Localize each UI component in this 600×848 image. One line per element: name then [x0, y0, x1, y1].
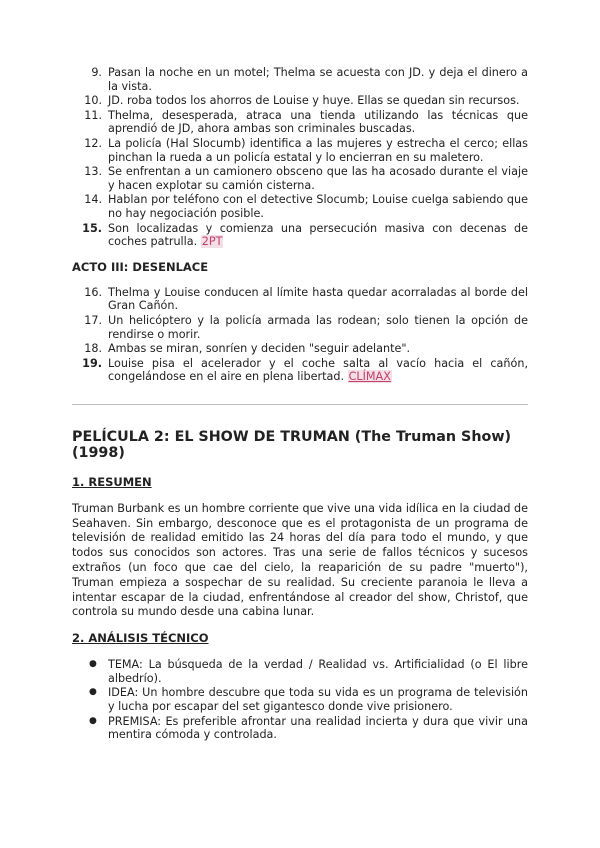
act3-list [72, 286, 528, 384]
list-item [72, 165, 528, 192]
list-item [72, 137, 528, 164]
item-number: 18. [84, 342, 102, 356]
item-text: Un helicóptero y la policía armada las rodean; solo tienen la opción de rendirse o morir. [108, 313, 528, 341]
item-text: La policía (Hal Slocumb) identifica a las mujeres y estrecha el cerco; ellas pinchan la rueda a un policía estatal y lo encierran en su maletero. [108, 136, 528, 164]
bullet-icon: ● [89, 687, 97, 698]
analysis-list [72, 658, 528, 742]
list-item [72, 342, 528, 356]
bullet-icon: ● [89, 659, 97, 670]
item-number: 9. [91, 66, 102, 79]
plot-point-tag: 2PT [201, 235, 223, 249]
item-number: 10. [84, 94, 102, 108]
item-text: Ambas se miran, sonríen y deciden "seguir adelante". [108, 342, 411, 356]
climax-tag: CLÍMAX [348, 370, 391, 384]
item-text: PREMISA: Es preferible afrontar una realidad incierta y dura que vivir una mentira cómoda y controlada. [108, 714, 528, 742]
item-number: 16. [84, 285, 102, 299]
list-item [72, 357, 528, 384]
item-number: 19. [82, 356, 102, 370]
bullet-icon: ● [89, 715, 97, 726]
act3-heading: ACTO III: DESENLACE [72, 259, 209, 274]
item-text: Son localizadas y comienza una persecución masiva con decenas de coches patrulla. [108, 221, 528, 249]
item-text: Pasan la noche en un motel; Thelma se acuesta con JD. y deja el dinero a la vista. [108, 66, 528, 93]
item-text: Thelma y Louise conducen al límite hasta quedar acorraladas al borde del Gran Cañón. [108, 285, 528, 313]
list-item [72, 286, 528, 313]
item-text: Se enfrentan a un camionero obsceno que las ha acosado durante el viaje y hacen explotar su camión cisterna. [108, 165, 528, 192]
list-item [72, 66, 528, 93]
list-item [72, 94, 528, 108]
item-text: Louise pisa el acelerador y el coche salta al vacío hacia el cañón, congelándose en el aire en plena libertad. [108, 356, 528, 384]
summary-heading: 1. RESUMEN [72, 474, 152, 489]
item-text: Thelma, desesperada, atraca una tienda utilizando las técnicas que aprendió de JD, ahora ambas son criminales buscadas. [108, 108, 528, 136]
list-item [72, 314, 528, 341]
summary-paragraph: Truman Burbank es un hombre corriente que vive una vida idílica en la ciudad de Seahaven. Sin embargo, desconoce que es el protagonista de un programa de televisión de realidad emitido las 24 horas del día para todo el mundo, y que todos sus conocidos son actores. Tras una serie de fallos técnicos y sucesos extraños (un foco que cae del cielo, la reaparición de su padre "muerto"), Truman empieza a sospechar de su realidad. Su creciente paranoia le lleva a intentar escapar de la ciudad, enfrentándose al creador del show, Christof, que controla su mundo desde una cabina lunar. [72, 501, 528, 619]
item-number: 17. [84, 313, 102, 327]
list-item [72, 686, 528, 713]
item-text: TEMA: La búsqueda de la verdad / Realidad vs. Artificialidad (o El libre albedrío). [108, 658, 528, 685]
film2-title: PELÍCULA 2: EL SHOW DE TRUMAN (The Truman Show) (1998) [72, 428, 512, 461]
list-item [72, 109, 528, 136]
list-item [72, 715, 528, 742]
item-number: 14. [84, 193, 102, 207]
item-text: JD. roba todos los ahorros de Louise y huye. Ellas se quedan sin recursos. [108, 94, 520, 108]
list-item [72, 193, 528, 220]
item-text: IDEA: Un hombre descubre que toda su vida es un programa de televisión y lucha por escapar del set gigantesco donde vive prisionero. [108, 686, 528, 714]
act2-list [72, 66, 528, 249]
analysis-heading: 2. ANÁLISIS TÉCNICO [72, 631, 209, 646]
item-number: 13. [84, 165, 102, 179]
section-divider [72, 404, 528, 405]
list-item [72, 222, 528, 249]
item-text: Hablan por teléfono con el detective Slocumb; Louise cuelga sabiendo que no hay negociación posible. [108, 193, 528, 220]
list-item [72, 658, 528, 685]
item-number: 15. [82, 221, 102, 235]
item-number: 11. [84, 108, 102, 122]
document-page [72, 66, 528, 743]
item-number: 12. [84, 136, 102, 150]
